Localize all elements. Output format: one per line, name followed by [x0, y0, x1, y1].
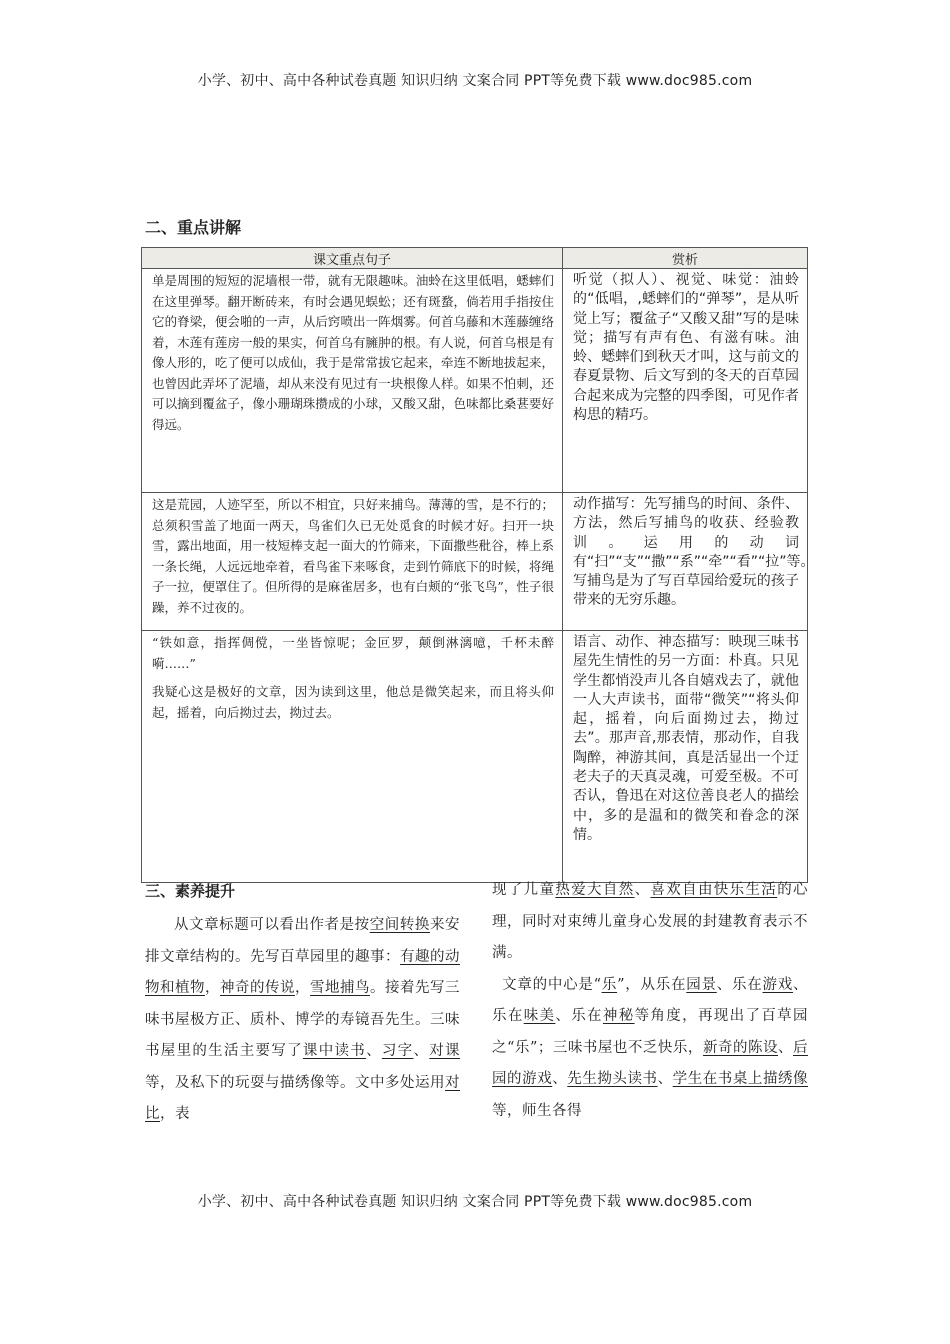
- column-header-sentence: 课文重点句子: [142, 248, 563, 269]
- underlined-keyword: 热爱大自然: [555, 882, 635, 898]
- text-run: ，: [295, 980, 310, 996]
- text-run: 文章的中心是“: [502, 976, 602, 993]
- section-title-key-points: 二、重点讲解: [145, 218, 242, 237]
- text-run: 、: [657, 1071, 673, 1087]
- text-run: 从文章标题可以看出作者是按: [174, 917, 370, 933]
- underlined-keyword: 后园的游戏: [492, 1039, 809, 1087]
- table-row: [142, 631, 808, 883]
- quote-cell: [142, 493, 563, 631]
- page-footer: 小学、初中、高中各种试卷真题 知识归纳 文案合同 PPT等免费下载 www.doc985.com: [197, 1194, 753, 1210]
- quote-text: 我疑心这是极好的文章，因为读到这里，他总是微笑起来，而且将头仰起，摇着，向后拗过去，拗过去。: [152, 684, 554, 720]
- analysis-cell: 动作描写：先写捕鸟的时间、条件、方法，然后写捕鸟的收获、经验教训。运用的动词有“扫”“支”“撒”“系”“牵”“看”“拉”等。写捕鸟是为了写百草园给爱玩的孩子带来的无穷乐趣。: [563, 493, 808, 631]
- underlined-keyword: 乐: [601, 976, 618, 993]
- text-run: 来安排文章结构的。先写百草园里的趣事：: [145, 917, 461, 965]
- underlined-keyword: 先生拗头读书: [567, 1071, 658, 1087]
- column-header-analysis: 赏析: [563, 248, 808, 269]
- underlined-keyword: 课中读书: [302, 1043, 367, 1059]
- summary-column-right: [492, 875, 808, 1127]
- page-header: 小学、初中、高中各种试卷真题 知识归纳 文案合同 PPT等免费下载 www.doc985.com: [197, 73, 753, 89]
- underlined-keyword: 雪地捕鸟: [310, 980, 370, 996]
- quote-text: “铁如意，指挥倜傥，一坐皆惊呢；金叵罗，颠倒淋漓噫，千杯未醉嗬……”: [152, 635, 554, 671]
- text-run: 等，师生各得: [492, 1102, 582, 1119]
- underlined-keyword: 习字: [381, 1043, 414, 1059]
- text-run: ”，从乐在: [617, 976, 687, 993]
- underlined-keyword: 有趣的动物和植物: [145, 948, 460, 996]
- text-run: 等，及私下的玩耍与描绣像等。文中多处运用: [145, 1074, 445, 1091]
- underlined-keyword: 神奇的传说: [220, 980, 295, 996]
- text-run: 、乐在: [716, 976, 763, 993]
- analysis-cell: 语言、动作、神态描写：映现三味书屋先生情性的另一方面：朴真。只见学生都悄没声儿各自嬉戏去了，就他一人大声读书，面带“微笑”“将头仰起，摇着，向后面拗过去，拗过去”。那声音,那表情，那动作，自我陶醉，神游其间，真是活显出一个迂老夫子的天真灵魂，可爱至极。不可否认，鲁迅在对这位善良老人的描绘中，多的是温和的微笑和眷念的深情。: [563, 631, 808, 883]
- text-run: 等角度，再现出了百草园之“乐”；三味书屋也不乏快乐，: [492, 1008, 809, 1056]
- analysis-cell: 听觉（拟人）、视觉、味觉：油蛉的“低唱，,蟋蟀们的“弹琴”，是从听觉上写；覆盆子“又酸又甜”写的是味觉；描写有声有色、有滋有味。油蛉、蟋蟀们到秋天才叫，这与前文的春夏景物、后文写到的冬天的百草园合起来成为完整的四季图，可见作者构思的精巧。: [563, 269, 808, 493]
- underlined-keyword: 学生在书桌上描绣像: [672, 1071, 809, 1087]
- section-title-literacy: 三、素养提升: [145, 882, 236, 900]
- text-run: 、: [634, 882, 651, 898]
- text-run: 、: [778, 1039, 794, 1056]
- text-run: 现了儿童: [492, 882, 556, 898]
- underlined-keyword: 新奇的陈设: [702, 1039, 778, 1056]
- text-run: 。接着先写三味书屋极方正、质朴、博学的寿镜吾先生。三味书屋里的生活主要写了: [145, 980, 460, 1059]
- text-run: 、: [413, 1043, 430, 1059]
- underlined-keyword: 空间转换: [369, 917, 430, 933]
- underlined-keyword: 喜欢自由快乐生活: [650, 882, 778, 898]
- table-row: [142, 493, 808, 631]
- quote-text: 这是荒园，人迹罕至，所以不相宜，只好来捕鸟。薄薄的雪，是不行的；总须积雪盖了地面一两天，鸟雀们久已无处觅食的时候才好。扫开一块雪，露出地面，用一枝短棒支起一面大的竹筛来，下面撒些秕谷，棒上系一条长绳，人远远地牵着，看鸟雀下来啄食，走到竹筛底下的时候，将绳子一拉，便罩住了。但所得的是麻雀居多，也有白颊的“张飞鸟”，性子很躁，养不过夜的。: [152, 497, 554, 615]
- text-run: 的心理，同时对束缚儿童身心发展的封建教育表示不满。: [492, 882, 809, 961]
- quote-cell: [142, 631, 563, 883]
- underlined-keyword: 园景: [686, 976, 717, 993]
- text-run: 、乐在: [555, 1008, 603, 1024]
- underlined-keyword: 对课: [429, 1043, 461, 1059]
- summary-paragraph-continuation: [492, 875, 808, 970]
- summary-column-left: [145, 910, 460, 1131]
- summary-paragraph-center: [492, 970, 808, 1128]
- table-row: [142, 269, 808, 493]
- underlined-keyword: 游戏: [762, 976, 794, 993]
- key-sentences-table: [141, 247, 815, 883]
- underlined-keyword: 味美: [523, 1008, 556, 1024]
- underlined-keyword: 对比: [145, 1074, 460, 1122]
- text-run: 、: [552, 1071, 568, 1087]
- text-run: 、: [366, 1043, 382, 1059]
- text-run: ，: [205, 980, 220, 996]
- table-header-row: [142, 248, 808, 269]
- quote-cell: [142, 269, 563, 493]
- underlined-keyword: 神秘: [602, 1008, 635, 1024]
- text-run: ，表: [160, 1106, 190, 1122]
- quote-text: 单是周围的短短的泥墙根一带，就有无限趣味。油蛉在这里低唱，蟋蟀们在这里弹琴。翻开断砖来，有时会遇见蜈蚣；还有斑蝥，倘若用手指按住它的脊梁，便会啪的一声，从后窍喷出一阵烟雾。何首乌藤和木莲藤缠络着，木莲有莲房一般的果实，何首乌有臃肿的根。有人说，何首乌根是有像人形的，吃了便可以成仙，我于是常常拔它起来，牵连不断地拔起来，也曾因此弄坏了泥墙，却从来没有见过有一块根像人样。如果不怕刺，还可以摘到覆盆子，像小珊瑚珠攒成的小球，又酸又甜，色味都比桑葚要好得远。: [152, 273, 554, 432]
- text-run: 、乐在: [492, 976, 809, 1024]
